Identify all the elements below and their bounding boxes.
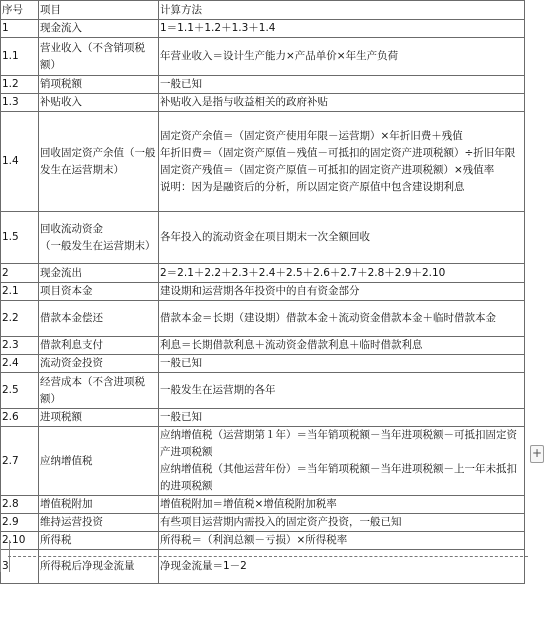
row-number: 2.10 [1, 532, 39, 550]
method-line: 应纳增值税（其他运营年份）＝当年销项税额－当年进项税额－上一年未抵扣的进项税额 [160, 463, 517, 492]
item-line: 经营成本（不含进项税额） [40, 375, 145, 405]
row-number: 2.8 [1, 496, 39, 514]
method-line: 所得税＝（利润总额－亏损）×所得税率 [160, 534, 348, 546]
item-line: 增值税附加 [40, 498, 93, 510]
header-item: 项目 [39, 1, 159, 20]
table-row [1, 550, 525, 584]
item-line: 维持运营投资 [40, 516, 103, 528]
table-row [1, 212, 525, 264]
table-row [1, 355, 525, 373]
method-line: 一般发生在运营期的各年 [160, 384, 276, 396]
method-line: 年折旧费＝（固定资产原值－残值－可抵扣的固定资产进项税额）÷折旧年限 [160, 146, 516, 159]
item-line: 营业收入（不含销项税额） [40, 41, 145, 71]
method-line: 说明：因为是融资后的分析，所以固定资产原值中包含建设期利息 [160, 180, 465, 193]
table-row [1, 264, 525, 283]
method-line: 有些项目运营期内需投入的固定资产投资，一般已知 [160, 516, 402, 528]
method-line: 净现金流量＝1－2 [160, 560, 247, 572]
row-method [159, 427, 525, 496]
method-line: 建设期和运营期各年投资中的自有资金部分 [160, 285, 360, 297]
row-item [39, 112, 159, 212]
item-line: 销项税额 [40, 78, 82, 90]
row-item [39, 38, 159, 76]
row-method [159, 496, 525, 514]
row-item [39, 550, 159, 584]
row-item [39, 301, 159, 337]
row-number: 1 [1, 20, 39, 38]
item-line: 所得税后净现金流量 [40, 560, 135, 572]
row-item [39, 337, 159, 355]
method-line: 2＝2.1＋2.2＋2.3＋2.4＋2.5＋2.6＋2.7＋2.8＋2.9＋2.10 [160, 266, 446, 279]
row-number: 1.1 [1, 38, 39, 76]
item-line: 借款利息支付 [40, 339, 103, 351]
expand-handle[interactable]: + [530, 445, 544, 463]
method-line: 一般已知 [160, 78, 202, 90]
table-row [1, 38, 525, 76]
item-line: 回收流动资金 [40, 222, 103, 235]
item-line: 项目资本金 [40, 285, 93, 297]
row-method [159, 283, 525, 301]
method-line: 一般已知 [160, 357, 202, 369]
method-line: 年营业收入＝设计生产能力×产品单价×年生产负荷 [160, 50, 399, 62]
row-item [39, 373, 159, 409]
row-item [39, 427, 159, 496]
table-row [1, 427, 525, 496]
row-method [159, 38, 525, 76]
row-number: 2.5 [1, 373, 39, 409]
row-item [39, 496, 159, 514]
item-line: 现金流入 [40, 22, 82, 34]
row-method [159, 337, 525, 355]
header-method: 计算方法 [159, 1, 525, 20]
method-line: 固定资产余值＝（固定资产使用年限－运营期）×年折旧费＋残值 [160, 129, 463, 142]
row-number: 2.1 [1, 283, 39, 301]
method-line: 固定资产残值＝（固定资产原值－可抵扣的固定资产进项税额）×残值率 [160, 163, 495, 176]
row-method [159, 355, 525, 373]
table-row [1, 373, 525, 409]
row-number: 2.4 [1, 355, 39, 373]
method-line: 1＝1.1＋1.2＋1.3＋1.4 [160, 22, 276, 34]
table-row [1, 532, 525, 550]
row-item [39, 409, 159, 427]
row-method [159, 532, 525, 550]
item-line: 所得税 [40, 534, 72, 546]
row-item [39, 20, 159, 38]
item-line: （一般发生在运营期末） [40, 239, 156, 252]
row-method [159, 550, 525, 584]
method-line: 利息＝长期借款利息＋流动资金借款利息＋临时借款利息 [160, 339, 423, 351]
row-item [39, 264, 159, 283]
table-row [1, 301, 525, 337]
header-no: 序号 [1, 1, 39, 20]
row-guide-line [8, 556, 528, 557]
table-row [1, 76, 525, 94]
row-method [159, 514, 525, 532]
row-method [159, 264, 525, 283]
row-item [39, 532, 159, 550]
row-item [39, 283, 159, 301]
item-line: 现金流出 [40, 266, 82, 279]
row-method [159, 94, 525, 112]
row-item [39, 212, 159, 264]
table-row [1, 94, 525, 112]
item-line: 进项税额 [40, 411, 82, 423]
table-row [1, 496, 525, 514]
row-number: 2.3 [1, 337, 39, 355]
method-line: 增值税附加＝增值税×增值税附加税率 [160, 498, 337, 510]
table-row [1, 112, 525, 212]
row-method [159, 20, 525, 38]
item-line: 应纳增值税 [40, 454, 93, 467]
row-number: 1.4 [1, 112, 39, 212]
method-line: 补贴收入是指与收益相关的政府补贴 [160, 96, 328, 108]
table-header-row [1, 1, 525, 20]
table-row [1, 409, 525, 427]
table-row [1, 514, 525, 532]
row-item [39, 94, 159, 112]
row-method [159, 76, 525, 94]
row-number: 1.3 [1, 94, 39, 112]
item-line: 借款本金偿还 [40, 312, 103, 324]
item-line: 流动资金投资 [40, 357, 103, 369]
row-number: 1.2 [1, 76, 39, 94]
row-number: 2.6 [1, 409, 39, 427]
row-method [159, 301, 525, 337]
row-method [159, 112, 525, 212]
row-number: 3 [1, 550, 39, 584]
method-line: 各年投入的流动资金在项目期末一次全额回收 [160, 231, 370, 243]
method-line: 借款本金＝长期（建设期）借款本金＋流动资金借款本金＋临时借款本金 [160, 312, 496, 324]
table-row [1, 283, 525, 301]
table-row [1, 337, 525, 355]
row-item [39, 355, 159, 373]
row-number: 2.2 [1, 301, 39, 337]
row-number: 2 [1, 264, 39, 283]
row-number: 2.9 [1, 514, 39, 532]
item-line: 回收固定资产余值（一般发生在运营期末） [40, 146, 156, 176]
row-number: 2.7 [1, 427, 39, 496]
row-method [159, 373, 525, 409]
method-line: 一般已知 [160, 411, 202, 423]
table-row [1, 20, 525, 38]
table-body [1, 20, 525, 584]
row-item [39, 514, 159, 532]
item-line: 补贴收入 [40, 96, 82, 108]
row-number: 1.5 [1, 212, 39, 264]
row-method [159, 212, 525, 264]
row-method [159, 409, 525, 427]
method-line: 应纳增值税（运营期第１年）＝当年销项税额－当年进项税额－可抵扣固定资产进项税额 [160, 429, 517, 458]
row-item [39, 76, 159, 94]
